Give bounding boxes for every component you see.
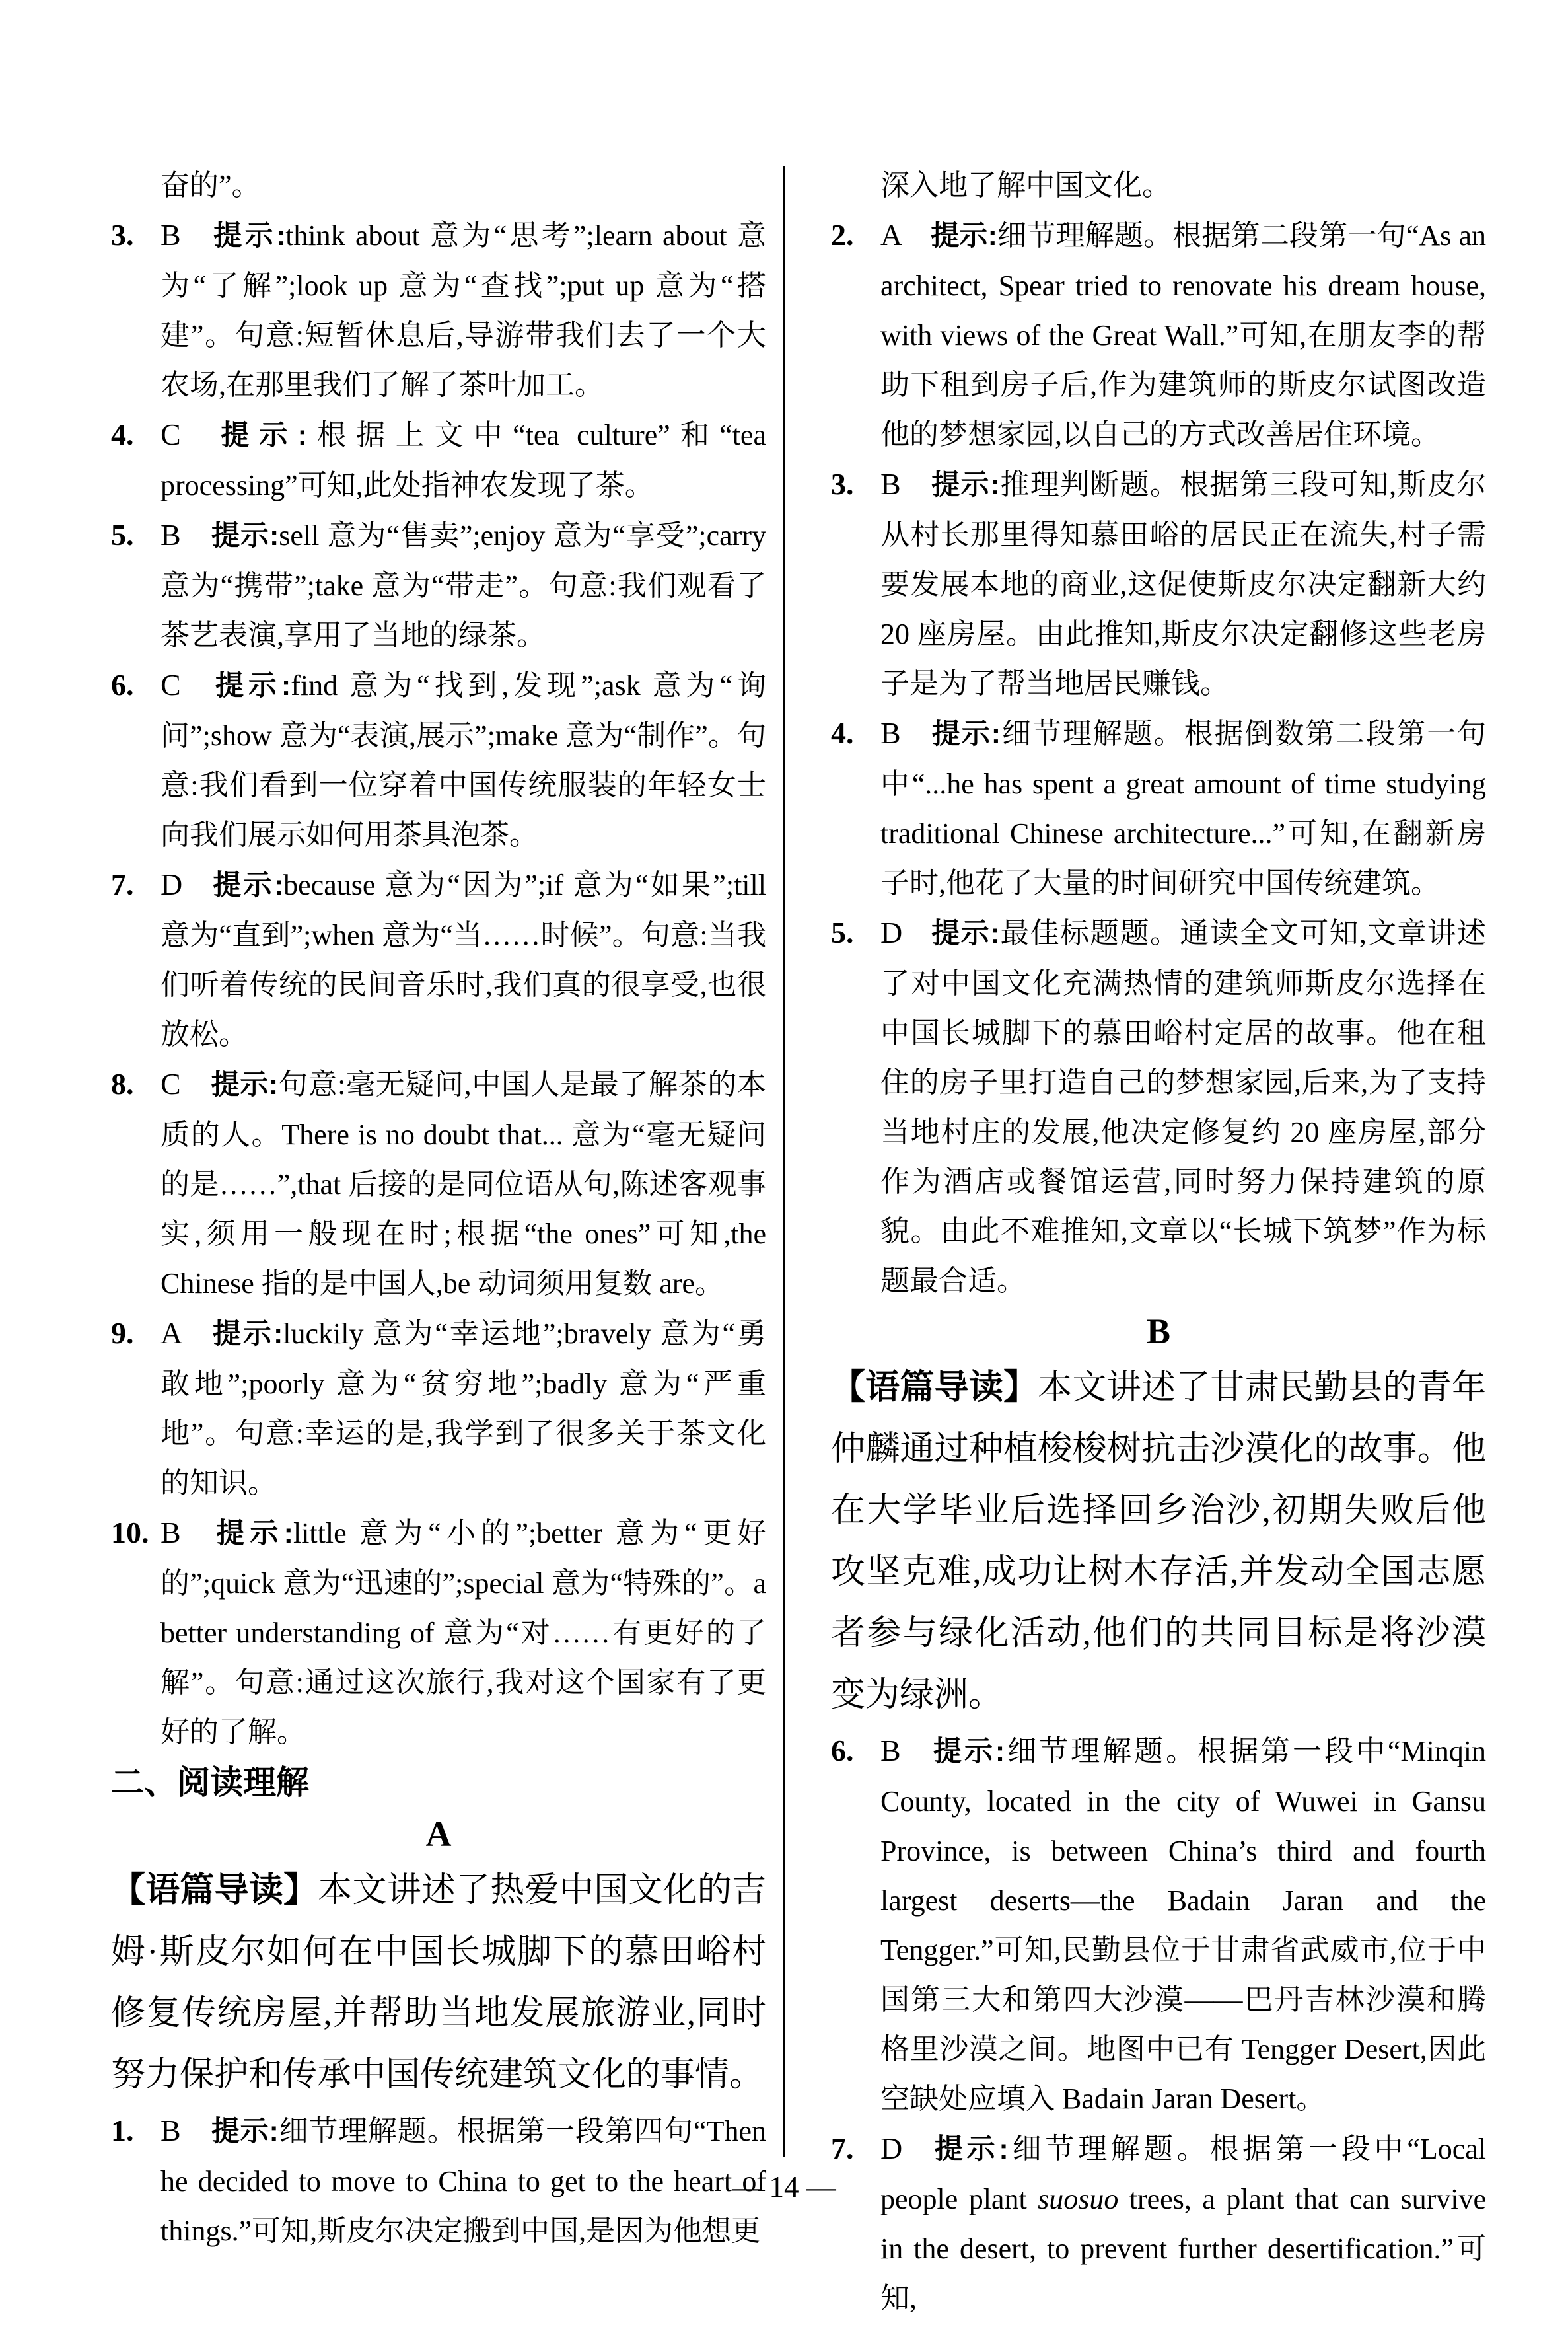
item-explanation-italic: suosuo xyxy=(1038,2183,1119,2215)
answer-item-7 xyxy=(111,860,766,1059)
item-explanation: 最佳标题题。通读全文可知,文章讲述了对中国文化充满热情的建筑师斯皮尔选择在中国长城脚下的慕田峪村定居的故事。他在租住的房子里打造自己的梦想家园,后来,为了支持当地村庄的发展,他决定修复约 20 座房屋,部分作为酒店或餐馆运营,同时努力保持建筑的原貌。由此不难推知,文章以“长城下筑梦”作为标题最合适。 xyxy=(880,917,1486,1297)
answer-letter: D xyxy=(160,867,183,901)
answer-letter: B xyxy=(880,467,901,501)
item-number: 6. xyxy=(111,668,134,702)
right-column xyxy=(831,161,1486,2323)
answer-item-4 xyxy=(111,410,766,510)
answer-item-5 xyxy=(111,510,766,660)
hint-label: 提示: xyxy=(931,918,1000,949)
hint-label: 提示: xyxy=(211,2116,279,2147)
left-column xyxy=(111,161,766,2256)
item-explanation: trees, a plant that can survive in the desert, to prevent further desertification.”可知, xyxy=(880,2183,1486,2314)
hint-label: 提示: xyxy=(211,1069,279,1101)
intro-text: 本文讲述了热爱中国文化的吉姆·斯皮尔如何在中国长城脚下的慕田峪村修复传统房屋,并帮助当地发展旅游业,同时努力保护和传承中国传统建筑文化的事情。 xyxy=(111,1872,766,2094)
item-number: 9. xyxy=(111,1316,134,1350)
answer-item-b6 xyxy=(831,1726,1486,2123)
intro-text: 本文讲述了甘肃民勤县的青年仲麟通过种植梭梭树抗击沙漠化的故事。他在大学毕业后选择回乡治沙,初期失败后他攻坚克难,成功让树木存活,并发动全国志愿者参与绿化活动,他们的共同目标是将沙漠变为绿洲。 xyxy=(831,1369,1486,1714)
answer-letter: D xyxy=(880,2131,903,2165)
hint-label: 提示: xyxy=(931,220,997,252)
answer-letter: B xyxy=(160,1516,181,1549)
passage-a-label: A xyxy=(425,1814,452,1854)
page-number: — 14 — xyxy=(732,2170,836,2203)
answer-letter: D xyxy=(880,916,903,949)
answer-letter: B xyxy=(880,1734,901,1767)
answer-item-a5 xyxy=(831,908,1486,1306)
answer-letter: A xyxy=(160,1316,183,1350)
answer-item-6 xyxy=(111,660,766,860)
carryover-line: 深入地了解中国文化。 xyxy=(880,169,1171,202)
carryover-line: 奋的”。 xyxy=(160,169,261,202)
hint-label: 提示: xyxy=(931,1736,1005,1767)
item-explanation: luckily 意为“幸运地”;bravely 意为“勇敢地”;poorly 意为“贫穷地”;badly 意为“严重地”。句意:幸运的是,我学到了很多关于茶文化的知识。 xyxy=(160,1317,766,1499)
item-number: 5. xyxy=(831,916,854,949)
item-explanation: 细节理解题。根据第一段中“Local people plant xyxy=(880,2133,1486,2215)
item-explanation: 细节理解题。根据第一段第四句“Then he decided to move to China to get to the heart of things.”可知,斯皮尔决定搬到中国,是因为他想更 xyxy=(160,2115,766,2247)
answer-item-a2 xyxy=(831,210,1486,459)
item-number: 2. xyxy=(831,218,854,252)
item-explanation: 细节理解题。根据第一段中“Minqin County, located in the city of Wuwei in Gansu Province, is between China’s third and fourth largest deserts—the Badain Jaran and the Tengger.”可知,民勤县位于甘肃省武威市,位于中国第三大和第四大沙漠——巴丹吉林沙漠和腾格里沙漠之间。地图中已有 Tengger Desert,因此空缺处应填入 Badain Jaran Desert。 xyxy=(880,1735,1486,2115)
answer-letter: C xyxy=(160,1067,181,1101)
answer-item-10 xyxy=(111,1508,766,1757)
item-number: 3. xyxy=(831,467,854,501)
hint-label: 提示: xyxy=(931,469,1000,501)
item-explanation: 推理判断题。根据第三段可知,斯皮尔从村长那里得知慕田峪的居民正在流失,村子需要发展本地的商业,这促使斯皮尔决定翻新大约 20 座房屋。由此推知,斯皮尔决定翻修这些老房子是为了帮当地居民赚钱。 xyxy=(880,468,1486,700)
answer-item-b7 xyxy=(831,2123,1486,2323)
answer-item-9 xyxy=(111,1308,766,1508)
answer-letter: B xyxy=(160,218,181,252)
item-number: 10. xyxy=(111,1516,149,1549)
passage-b-label: B xyxy=(1146,1311,1171,1351)
hint-label: 提示: xyxy=(211,869,284,901)
item-number: 8. xyxy=(111,1067,134,1101)
item-number: 1. xyxy=(111,2114,134,2147)
hint-label: 提示: xyxy=(931,2133,1009,2165)
item-explanation: because 意为“因为”;if 意为“如果”;till 意为“直到”;when 意为“当……时候”。句意:当我们听着传统的民间音乐时,我们真的很享受,也很放松。 xyxy=(160,869,766,1051)
item-explanation: 句意:毫无疑问,中国人是最了解茶的本质的人。There is no doubt that... 意为“毫无疑问的是……”,that 后接的是同位语从句,陈述客观事实,须用一般现在时;根据“the ones”可知,the Chinese 指的是中国人,be 动词须用复数 are。 xyxy=(160,1068,766,1300)
answer-item-a3 xyxy=(831,459,1486,708)
item-explanation: find 意为“找到,发现”;ask 意为“询问”;show 意为“表演,展示”;make 意为“制作”。句意:我们看到一位穿着中国传统服装的年轻女士向我们展示如何用茶具泡茶。 xyxy=(160,669,766,851)
hint-label: 提示: xyxy=(211,520,279,552)
item-explanation: 根据上文中“tea culture”和“tea processing”可知,此处指神农发现了茶。 xyxy=(160,419,766,501)
intro-label: 【语篇导读】 xyxy=(111,1871,318,1909)
item-number: 6. xyxy=(831,1734,854,1767)
item-explanation: sell 意为“售卖”;enjoy 意为“享受”;carry 意为“携带”;take 意为“带走”。句意:我们观看了茶艺表演,享用了当地的绿茶。 xyxy=(160,519,766,651)
item-number: 4. xyxy=(831,716,854,750)
item-number: 3. xyxy=(111,218,134,252)
column-divider xyxy=(783,166,785,2157)
answer-letter: B xyxy=(160,2114,181,2147)
item-number: 7. xyxy=(111,867,134,901)
answer-item-a4 xyxy=(831,708,1486,908)
section-heading-reading: 二、阅读理解 xyxy=(111,1764,309,1801)
hint-label: 提示: xyxy=(211,670,291,702)
answer-item-8 xyxy=(111,1059,766,1308)
passage-a-intro xyxy=(111,1860,766,2106)
item-explanation: little 意为“小的”;better 意为“更好的”;quick 意为“迅速的”;special 意为“特殊的”。a better understanding of 意为“对……有更好的了解”。句意:通过这次旅行,我对这个国家有了更好的了解。 xyxy=(160,1517,767,1748)
item-explanation: 细节理解题。根据第二段第一句“As an architect, Spear tried to renovate his dream house, with views of the Great Wall.”可知,在朋友李的帮助下租到房子后,作为建筑师的斯皮尔试图改造他的梦想家园,以自己的方式改善居住环境。 xyxy=(880,219,1486,451)
answer-letter: A xyxy=(880,218,903,252)
passage-b-intro xyxy=(831,1357,1486,1726)
hint-label: 提示: xyxy=(211,420,307,451)
hint-label: 提示: xyxy=(211,220,286,252)
item-explanation: think about 意为“思考”;learn about 意为“了解”;look up 意为“查找”;put up 意为“搭建”。句意:短暂休息后,导游带我们去了一个大农场,在那里我们了解了茶叶加工。 xyxy=(160,219,766,401)
answer-letter: C xyxy=(160,418,181,451)
answer-item-3 xyxy=(111,210,766,410)
answer-letter: B xyxy=(880,716,901,750)
answer-letter: B xyxy=(160,518,181,552)
intro-label: 【语篇导读】 xyxy=(831,1368,1038,1407)
hint-label: 提示: xyxy=(211,1318,283,1350)
hint-label: 提示: xyxy=(211,1518,293,1549)
hint-label: 提示: xyxy=(931,718,1001,750)
answer-letter: C xyxy=(160,668,181,702)
item-number: 4. xyxy=(111,418,134,451)
item-number: 5. xyxy=(111,518,134,552)
item-explanation: 细节理解题。根据倒数第二段第一句中“...he has spent a great amount of time studying traditional Chinese architecture...”可知,在翻新房子时,他花了大量的时间研究中国传统建筑。 xyxy=(880,718,1487,899)
item-number: 7. xyxy=(831,2131,854,2165)
